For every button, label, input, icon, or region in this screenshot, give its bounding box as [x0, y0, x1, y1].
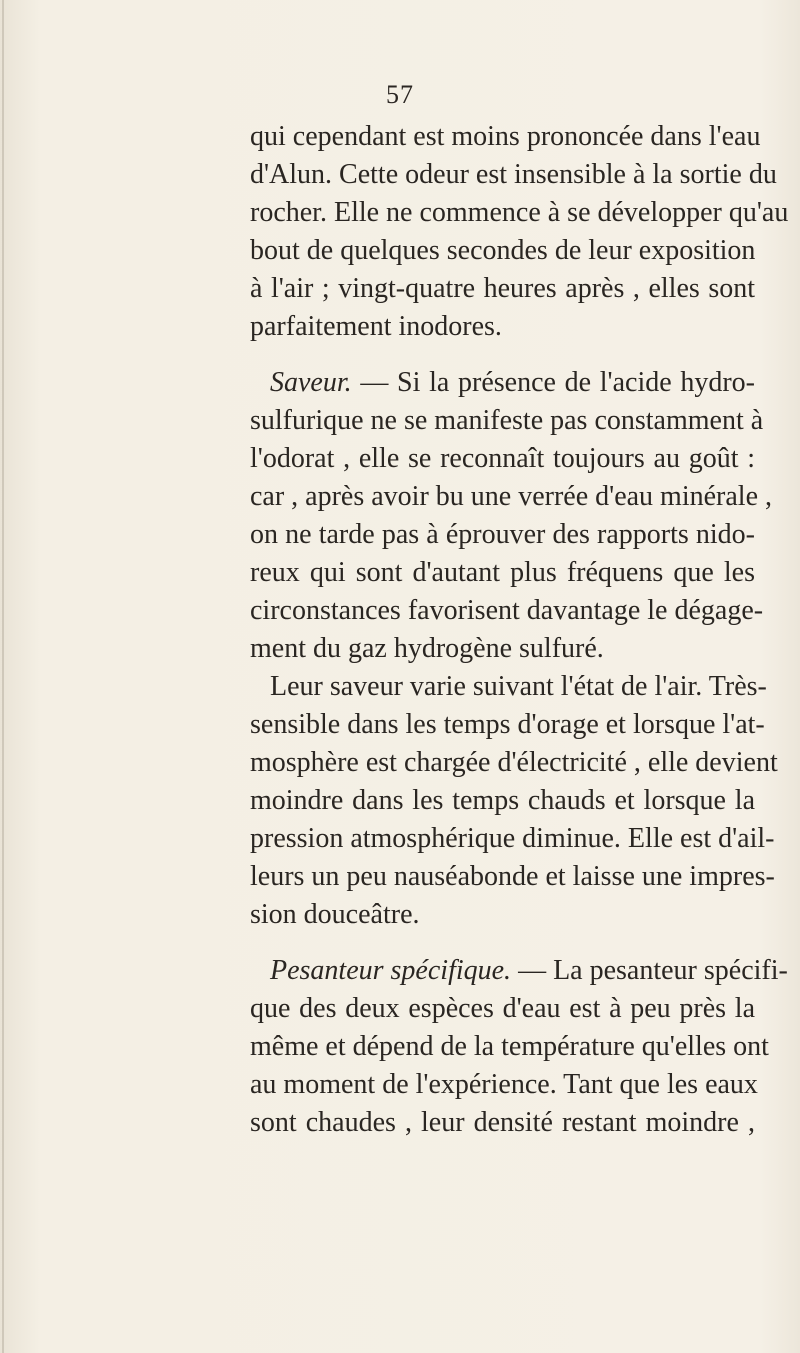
text-line [270, 952, 788, 990]
page-number: 57 [386, 80, 414, 109]
text-run: — La pesanteur spécifi- [511, 955, 788, 986]
text-line: car , après avoir bu une verrée d'eau minérale , [250, 481, 772, 512]
text-line: on ne tarde pas à éprouver des rapports nido- [250, 519, 755, 550]
text-line: qui cependant est moins prononcée dans l'eau [250, 121, 761, 152]
text-line: bout de quelques secondes de leur exposition [250, 235, 756, 266]
text-line: rocher. Elle ne commence à se développer qu'au [250, 197, 789, 228]
text-line: mosphère est chargée d'électricité , elle devient [250, 747, 778, 778]
text-line: que des deux espèces d'eau est à peu près la [250, 993, 755, 1024]
text-line: reux qui sont d'autant plus fréquens que les [250, 557, 755, 588]
section-heading-saveur: Saveur. [270, 367, 352, 398]
section-heading-pesanteur: Pesanteur spécifique. [270, 955, 512, 986]
text-line: leurs un peu nauséabonde et laisse une impres- [250, 861, 775, 892]
text-line: sensible dans les temps d'orage et lorsque l'at- [250, 709, 765, 740]
page-edge [2, 0, 4, 1353]
text-line: moindre dans les temps chauds et lorsque la [250, 785, 755, 816]
text-line: à l'air ; vingt-quatre heures après , elles sont [250, 273, 755, 304]
text-line: même et dépend de la température qu'elles ont [250, 1031, 769, 1062]
text-line: circonstances favorisent davantage le dégage- [250, 595, 764, 626]
text-line: pression atmosphérique diminue. Elle est d'ail- [250, 823, 775, 854]
text-line: sion douceâtre. [250, 899, 420, 930]
text-line: sont chaudes , leur densité restant moindre , [250, 1107, 755, 1138]
text-line: ment du gaz hydrogène sulfuré. [250, 633, 604, 664]
text-line: au moment de l'expérience. Tant que les eaux [250, 1069, 758, 1100]
text-line: sulfurique ne se manifeste pas constamment à [250, 405, 764, 436]
text-run: — Si la présence de l'acide hydro- [351, 367, 755, 398]
text-line: parfaitement inodores. [250, 311, 502, 342]
text-line: d'Alun. Cette odeur est insensible à la sortie du [250, 159, 777, 190]
text-line: Leur saveur varie suivant l'état de l'air. Très- [270, 671, 767, 702]
text-line: l'odorat , elle se reconnaît toujours au goût : [250, 443, 755, 474]
text-line [270, 364, 755, 402]
